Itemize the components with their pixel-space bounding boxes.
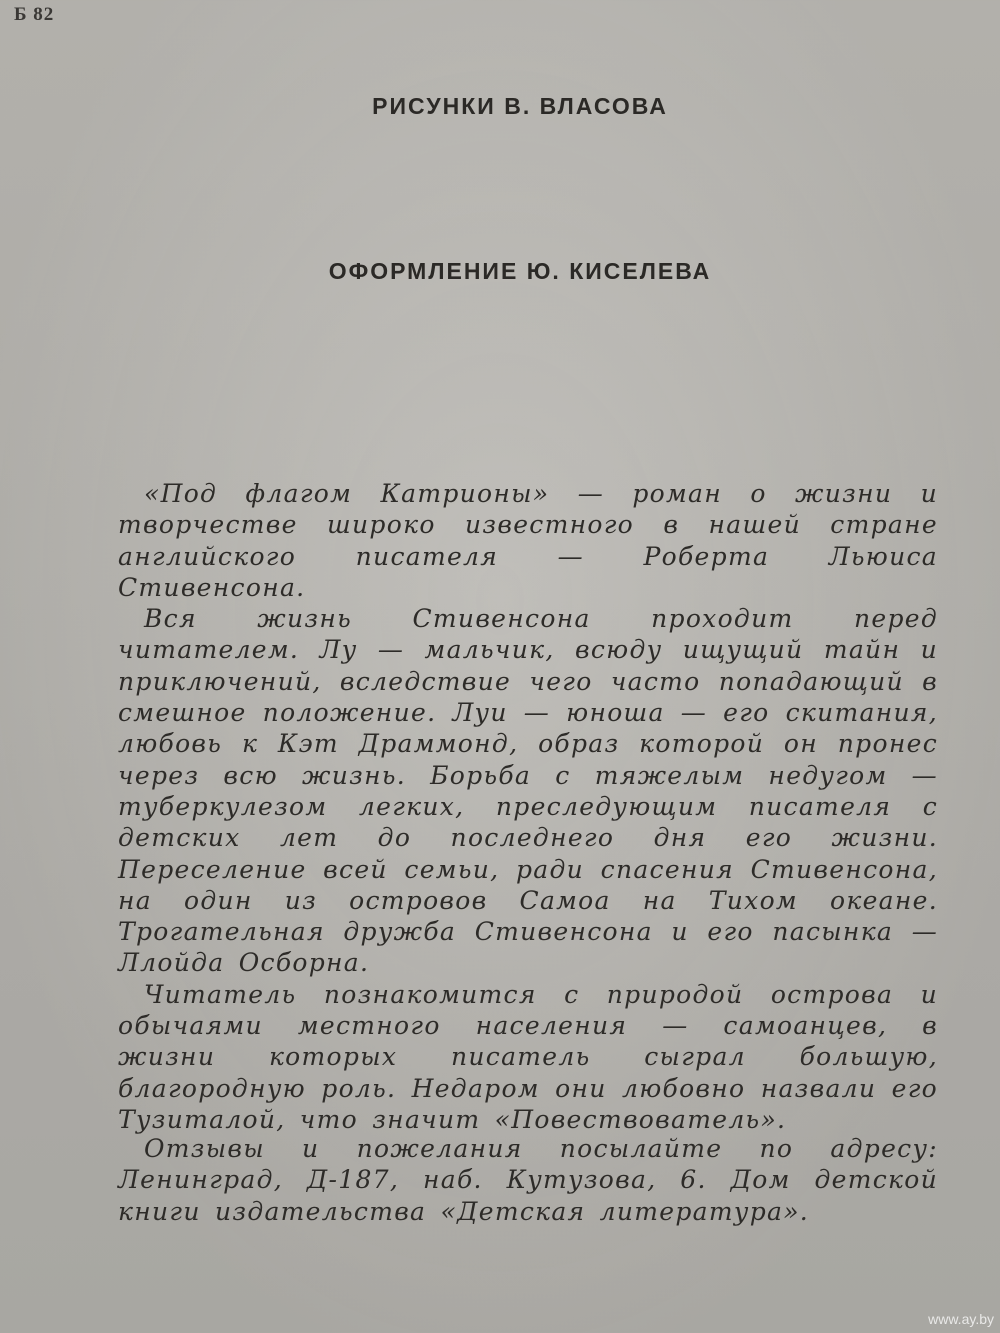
book-annotation xyxy=(118,478,938,1135)
catalog-code: Б 82 xyxy=(14,4,55,25)
annotation-paragraph: Вся жизнь Стивенсона проходит перед читателем. Лу — мальчик, всюду ищущий тайн и приключений, вследствие чего часто попадающий в смешное положение. Луи — юноша — его скитания, любовь к Кэт Драммонд, образ которой он пронес через всю жизнь. Борьба с тяжелым недугом — туберкулезом легких, преследующим писателя с детских лет до последнего дня его жизни. Переселение всей семьи, ради спасения Стивенсона, на один из островов Самоа на Тихом океане. Трогательная дружба Стивенсона и его пасынка — Ллойда Осборна. xyxy=(118,604,938,978)
annotation-paragraph: Читатель познакомится с природой острова и обычаями местного населения — самоанцев, в жизни которых писатель сыграл большую, благородную роль. Недаром они любовно назвали его Тузиталой, что значит «Повествователь». xyxy=(118,979,938,1134)
design-credit: ОФОРМЛЕНИЕ Ю. КИСЕЛЕВА xyxy=(328,258,712,284)
annotation-paragraph: «Под флагом Катрионы» — роман о жизни и творчестве широко известного в нашей стране английского писателя — Роберта Льюиса Стивенсона. xyxy=(118,479,938,602)
site-watermark: www.ay.by xyxy=(928,1311,994,1327)
illustrations-credit: РИСУНКИ В. ВЛАСОВА xyxy=(372,93,668,119)
feedback-address: Отзывы и пожелания посылайте по адресу: Ленинград, Д-187, наб. Кутузова, 6. Дом детской книги издательства «Детская литература». xyxy=(118,1134,938,1226)
